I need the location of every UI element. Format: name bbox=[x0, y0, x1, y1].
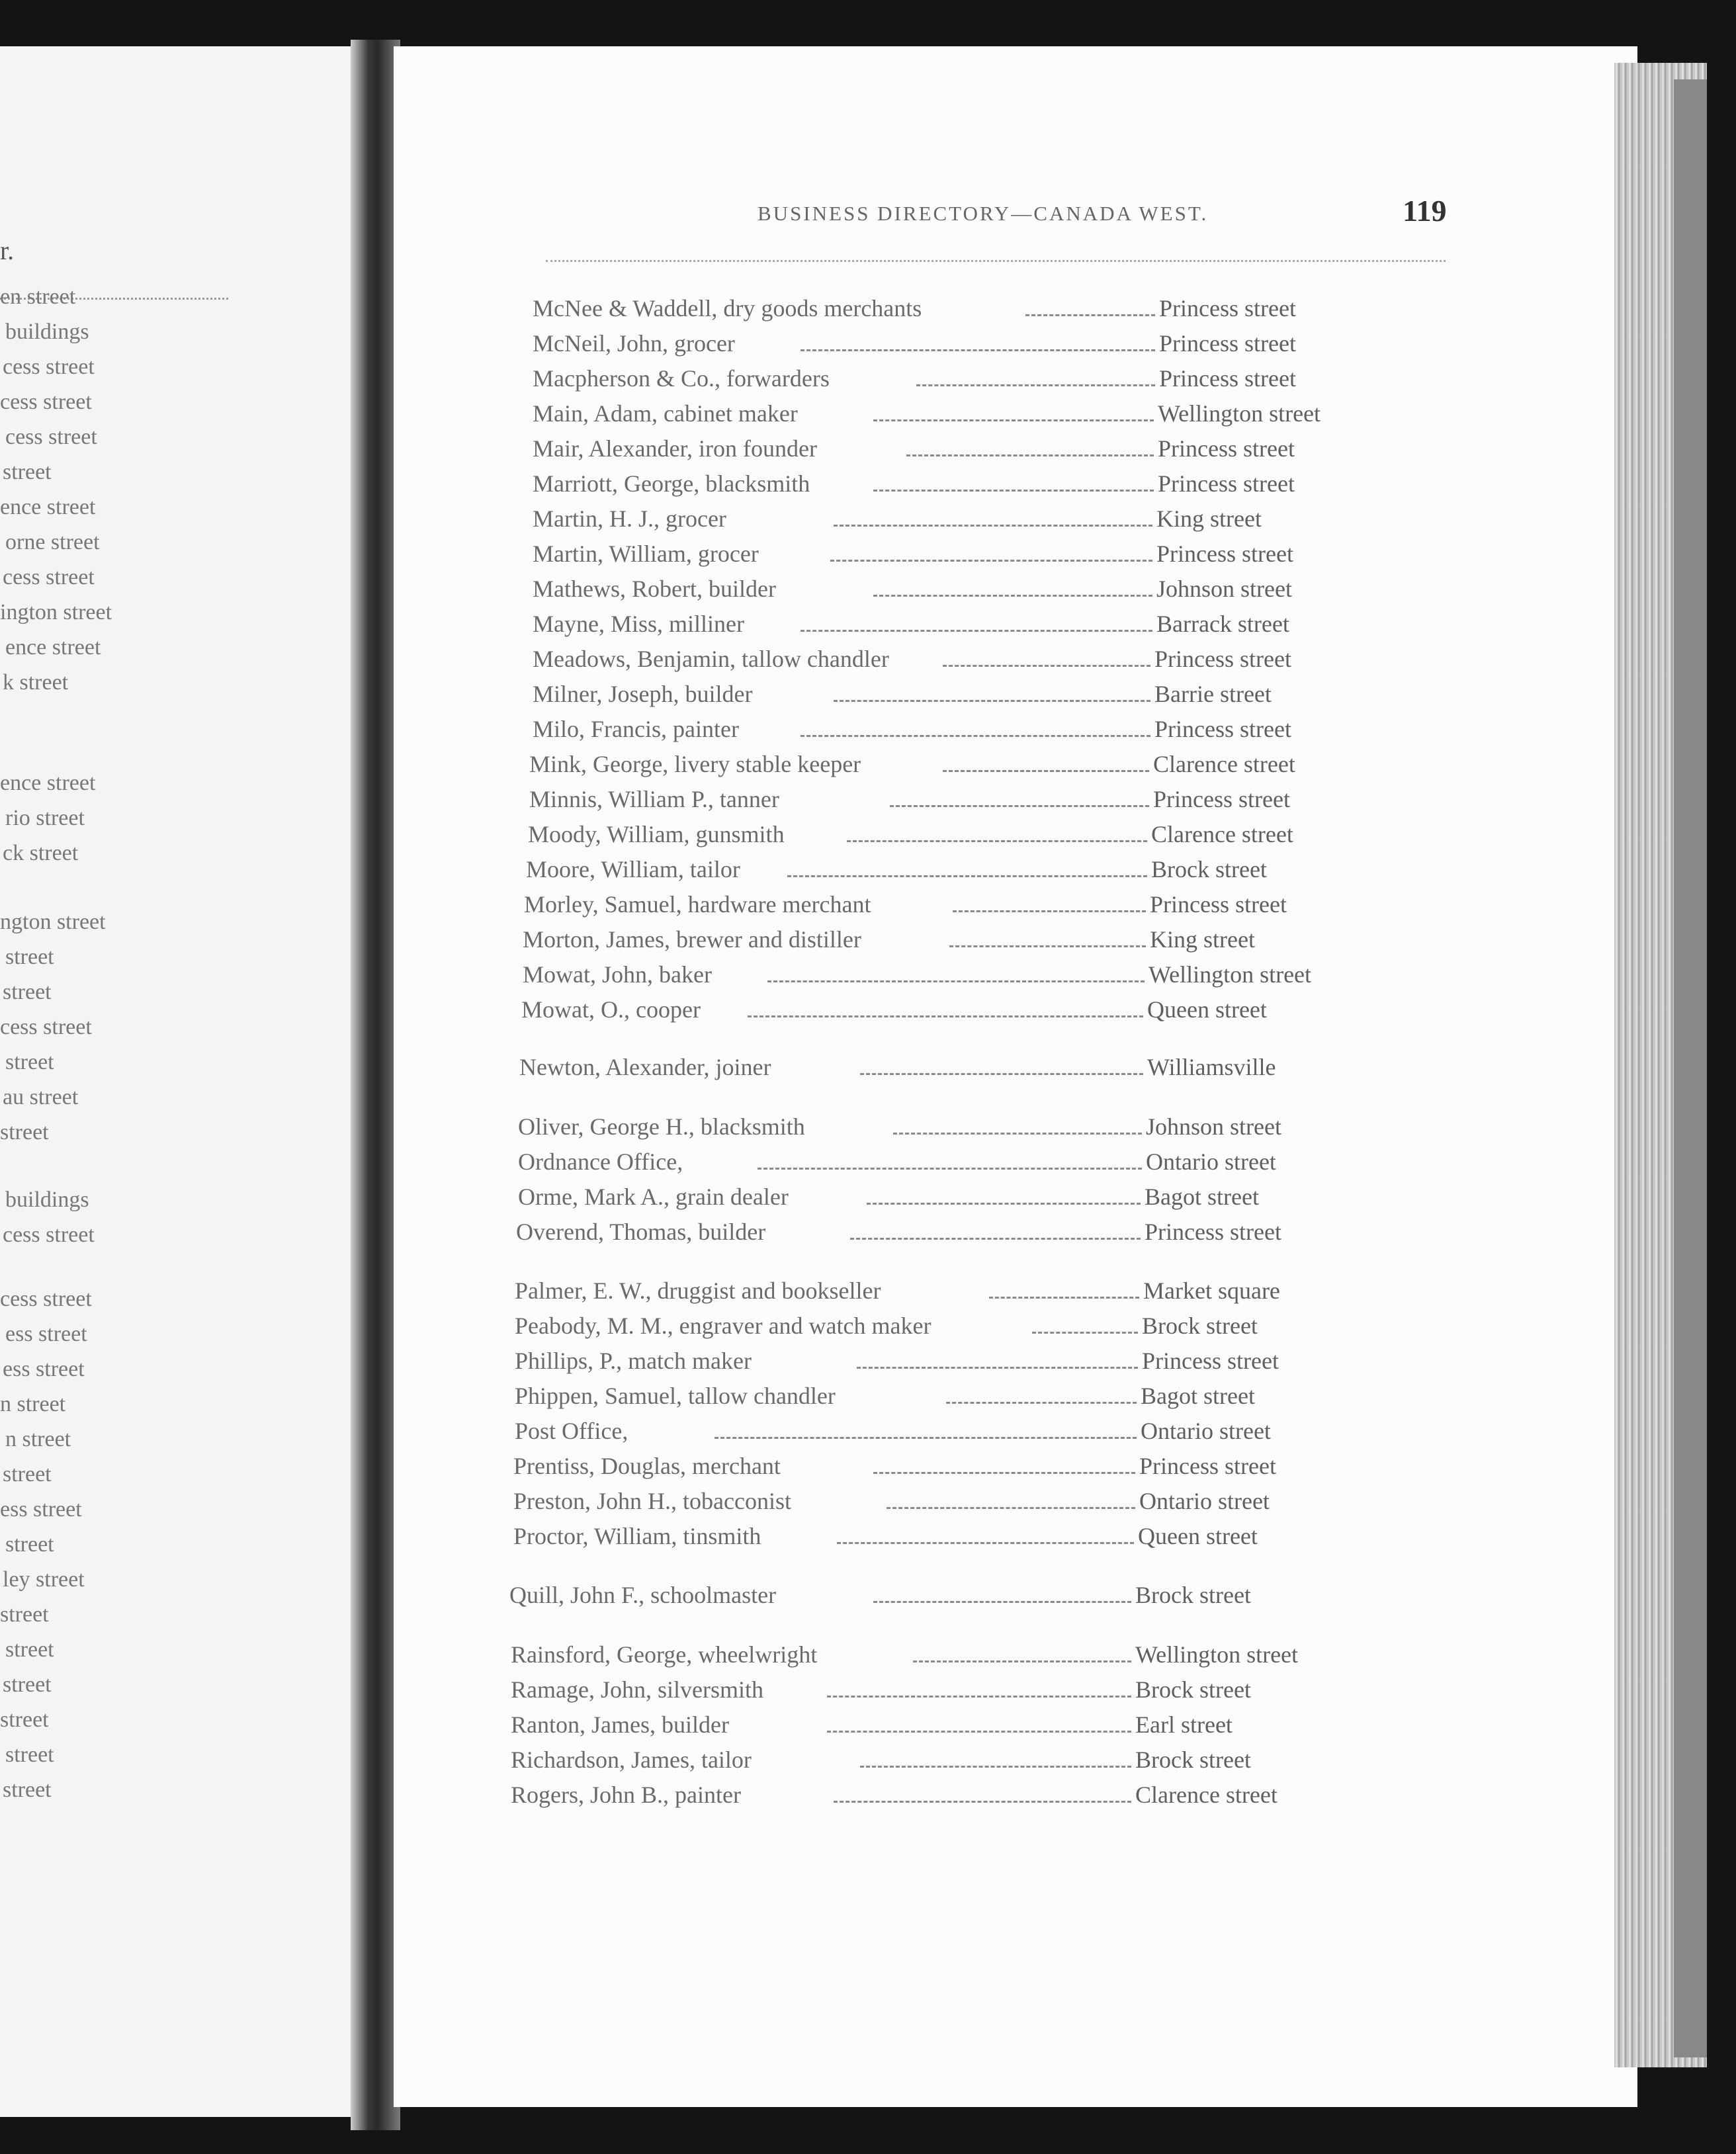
entry-address: Princess street bbox=[1154, 716, 1291, 742]
left-page-fragment: street bbox=[5, 1532, 54, 1557]
book-gutter bbox=[351, 40, 400, 2130]
entry-name: Phippen, Samuel, tallow chandler bbox=[515, 1383, 836, 1409]
left-page-fragment: cess street bbox=[3, 355, 95, 379]
dot-leader bbox=[834, 700, 1150, 702]
dot-leader bbox=[860, 1073, 1143, 1075]
entry-address: Barrie street bbox=[1154, 681, 1272, 707]
directory-entry bbox=[515, 1417, 1379, 1447]
entry-address: Ontario street bbox=[1146, 1148, 1276, 1175]
entry-address: Clarence street bbox=[1135, 1782, 1278, 1808]
dot-leader bbox=[748, 1015, 1143, 1017]
dot-leader bbox=[873, 595, 1152, 597]
entry-name: Proctor, William, tinsmith bbox=[513, 1523, 761, 1549]
left-page-fragment: street bbox=[3, 980, 52, 1004]
directory-entry bbox=[533, 365, 1397, 395]
entry-name: Ranton, James, builder bbox=[511, 1711, 729, 1738]
entry-address: Princess street bbox=[1159, 295, 1296, 322]
dot-leader bbox=[873, 1472, 1135, 1474]
dot-leader bbox=[801, 735, 1150, 737]
left-page-fragment: street bbox=[5, 1743, 54, 1767]
left-page-fragment: ley street bbox=[3, 1567, 85, 1592]
dot-leader bbox=[949, 945, 1146, 947]
left-page-fragment: cess street bbox=[0, 1287, 92, 1311]
directory-entry bbox=[518, 1148, 1384, 1178]
entry-address: Princess street bbox=[1154, 646, 1291, 672]
left-page-fragment: orne street bbox=[5, 530, 100, 554]
dot-leader bbox=[827, 1731, 1131, 1733]
directory-entry bbox=[533, 715, 1393, 746]
entry-name: Milner, Joseph, builder bbox=[533, 681, 753, 707]
directory-entry bbox=[533, 680, 1393, 711]
directory-entry bbox=[533, 400, 1396, 430]
directory-entry bbox=[529, 750, 1391, 781]
entry-name: Morton, James, brewer and distiller bbox=[523, 926, 861, 953]
left-page-fragment: ington street bbox=[0, 600, 112, 625]
entry-name: Mink, George, livery stable keeper bbox=[529, 751, 861, 777]
directory-entry bbox=[533, 435, 1396, 465]
directory-entry bbox=[511, 1781, 1373, 1811]
left-page-fragment: ence street bbox=[5, 635, 101, 660]
left-page-fragment: street bbox=[0, 1602, 49, 1627]
directory-entry bbox=[519, 1053, 1385, 1084]
directory-entry bbox=[513, 1522, 1376, 1553]
dot-leader bbox=[887, 1507, 1135, 1509]
entry-name: Palmer, E. W., druggist and bookseller bbox=[515, 1277, 881, 1304]
entry-address: Wellington street bbox=[1158, 400, 1321, 427]
entry-name: Moore, William, tailor bbox=[526, 856, 740, 883]
entry-name: Phillips, P., match maker bbox=[515, 1348, 752, 1374]
dot-leader bbox=[873, 1601, 1131, 1603]
dot-leader bbox=[715, 1437, 1137, 1439]
entry-address: Bagot street bbox=[1145, 1184, 1259, 1210]
entry-address: Clarence street bbox=[1151, 821, 1293, 847]
entry-address: Ontario street bbox=[1139, 1488, 1270, 1514]
left-facing-page bbox=[0, 46, 370, 2117]
dot-leader bbox=[830, 560, 1152, 562]
dot-leader bbox=[913, 1660, 1131, 1662]
dot-leader bbox=[873, 419, 1154, 421]
directory-entry bbox=[533, 294, 1397, 325]
dot-leader bbox=[946, 1402, 1137, 1404]
dot-leader bbox=[906, 454, 1154, 456]
dot-leader bbox=[989, 1297, 1139, 1299]
directory-entry bbox=[511, 1641, 1373, 1671]
directory-entry bbox=[509, 1581, 1373, 1612]
directory-entry bbox=[515, 1277, 1381, 1307]
dot-leader bbox=[893, 1133, 1142, 1135]
entry-address: Brock street bbox=[1151, 856, 1267, 883]
dot-leader bbox=[847, 840, 1147, 842]
directory-entry bbox=[515, 1347, 1380, 1377]
left-page-fragment: cess street bbox=[0, 390, 92, 414]
directory-entry bbox=[513, 1487, 1377, 1518]
directory-entry bbox=[533, 329, 1397, 360]
left-page-fragment: buildings bbox=[5, 1187, 89, 1212]
entry-name: Prentiss, Douglas, merchant bbox=[513, 1453, 781, 1479]
left-page-fragment: street bbox=[3, 460, 52, 484]
dot-leader bbox=[827, 1696, 1131, 1698]
left-page-fragment: cess street bbox=[3, 565, 95, 589]
dot-leader bbox=[867, 1203, 1141, 1205]
left-page-fragment: street bbox=[0, 1707, 49, 1732]
directory-entry bbox=[513, 1452, 1377, 1483]
directory-entry bbox=[528, 820, 1389, 851]
left-page-fragment: ess street bbox=[3, 1357, 85, 1381]
entry-address: Wellington street bbox=[1149, 961, 1312, 988]
left-page-fragment: ck street bbox=[3, 841, 79, 865]
directory-entry bbox=[518, 1183, 1383, 1213]
dot-leader bbox=[916, 384, 1155, 386]
page-number: 119 bbox=[1403, 194, 1447, 228]
header-rule bbox=[546, 260, 1446, 262]
directory-entry bbox=[511, 1746, 1373, 1776]
dot-leader bbox=[801, 630, 1152, 632]
entry-address: Princess street bbox=[1158, 435, 1295, 462]
entry-address: Princess street bbox=[1158, 470, 1295, 497]
left-page-fragment: street bbox=[0, 1120, 49, 1144]
directory-entry bbox=[516, 1218, 1383, 1248]
dot-leader bbox=[758, 1168, 1142, 1170]
entry-name: Orme, Mark A., grain dealer bbox=[518, 1184, 789, 1210]
entry-address: Princess street bbox=[1156, 540, 1293, 567]
entry-name: Martin, H. J., grocer bbox=[533, 505, 726, 532]
left-page-fragment: ngton street bbox=[0, 910, 106, 934]
dot-leader bbox=[953, 910, 1146, 912]
dot-leader bbox=[767, 980, 1145, 982]
dot-leader bbox=[1025, 314, 1155, 316]
entry-name: Macpherson & Co., forwarders bbox=[533, 365, 830, 392]
left-page-fragment: street bbox=[3, 1672, 52, 1697]
entry-address: Queen street bbox=[1138, 1523, 1258, 1549]
entry-address: Brock street bbox=[1142, 1313, 1258, 1339]
dot-leader bbox=[850, 1238, 1141, 1240]
entry-name: McNee & Waddell, dry goods merchants bbox=[533, 295, 922, 322]
entry-name: Marriott, George, blacksmith bbox=[533, 470, 810, 497]
entry-address: King street bbox=[1150, 926, 1255, 953]
entry-address: Princess street bbox=[1142, 1348, 1279, 1374]
left-page-fragment: n street bbox=[5, 1427, 71, 1451]
directory-entry bbox=[524, 890, 1388, 921]
dot-leader bbox=[801, 349, 1155, 351]
left-page-fragment: street bbox=[5, 945, 54, 969]
directory-entry bbox=[511, 1711, 1373, 1741]
directory-entry bbox=[518, 1113, 1384, 1143]
entry-name: Main, Adam, cabinet maker bbox=[533, 400, 798, 427]
entry-name: Morley, Samuel, hardware merchant bbox=[524, 891, 871, 918]
left-page-fragment: n street bbox=[0, 1392, 66, 1416]
directory-entry bbox=[533, 575, 1395, 605]
directory-entry bbox=[533, 610, 1395, 640]
entry-name: Ramage, John, silversmith bbox=[511, 1676, 763, 1703]
left-page-fragment: ess street bbox=[5, 1322, 87, 1346]
running-header: BUSINESS DIRECTORY—CANADA WEST. bbox=[758, 202, 1209, 225]
dot-leader bbox=[873, 490, 1154, 492]
dot-leader bbox=[943, 665, 1150, 667]
entry-address: Williamsville bbox=[1147, 1054, 1276, 1080]
entry-name: Mowat, John, baker bbox=[523, 961, 712, 988]
entry-name: Mathews, Robert, builder bbox=[533, 576, 776, 602]
entry-address: Princess street bbox=[1153, 786, 1290, 812]
directory-entry bbox=[526, 855, 1389, 886]
dot-leader bbox=[890, 805, 1149, 807]
entry-address: Wellington street bbox=[1135, 1641, 1299, 1668]
entry-address: Market square bbox=[1143, 1277, 1280, 1304]
dot-leader bbox=[834, 1801, 1131, 1803]
entry-name: McNeil, John, grocer bbox=[533, 330, 735, 357]
entry-name: Peabody, M. M., engraver and watch maker bbox=[515, 1313, 932, 1339]
entry-address: Johnson street bbox=[1156, 576, 1292, 602]
dot-leader bbox=[837, 1542, 1134, 1544]
dot-leader bbox=[834, 525, 1152, 527]
left-page-fragment: street bbox=[5, 1050, 54, 1074]
left-page-fragment: cess street bbox=[5, 425, 97, 449]
directory-entry bbox=[533, 645, 1393, 675]
left-page-fragment: ence street bbox=[0, 495, 96, 519]
left-page-fragment: rio street bbox=[5, 806, 85, 830]
directory-entry bbox=[515, 1312, 1380, 1342]
entry-name: Meadows, Benjamin, tallow chandler bbox=[533, 646, 889, 672]
left-page-fragment: street bbox=[3, 1462, 52, 1486]
entry-name: Mair, Alexander, iron founder bbox=[533, 435, 817, 462]
dot-leader bbox=[860, 1766, 1131, 1768]
entry-name: Mowat, O., cooper bbox=[521, 996, 701, 1023]
entry-address: Barrack street bbox=[1156, 611, 1289, 637]
directory-entry bbox=[515, 1382, 1379, 1412]
entry-address: Brock street bbox=[1135, 1676, 1251, 1703]
dot-leader bbox=[943, 770, 1149, 772]
directory-entry bbox=[523, 926, 1388, 956]
entry-name: Rogers, John B., painter bbox=[511, 1782, 741, 1808]
left-page-fragment: k street bbox=[3, 670, 69, 695]
entry-name: Preston, John H., tobacconist bbox=[513, 1488, 791, 1514]
entry-name: Richardson, James, tailor bbox=[511, 1746, 752, 1773]
left-page-fragment: ence street bbox=[0, 771, 96, 795]
left-page-header-fragment: r. bbox=[0, 236, 15, 265]
left-page-fragment: cess street bbox=[0, 1015, 92, 1039]
directory-entry bbox=[533, 470, 1396, 500]
directory-entry bbox=[511, 1676, 1373, 1706]
left-page-fragment: cess street bbox=[3, 1223, 95, 1247]
entry-name: Milo, Francis, painter bbox=[533, 716, 739, 742]
entry-name: Martin, William, grocer bbox=[533, 540, 759, 567]
entry-address: Princess street bbox=[1159, 365, 1296, 392]
entry-address: Ontario street bbox=[1141, 1418, 1271, 1444]
entry-name: Overend, Thomas, builder bbox=[516, 1219, 766, 1245]
entry-name: Quill, John F., schoolmaster bbox=[509, 1582, 777, 1608]
entry-address: Princess street bbox=[1150, 891, 1287, 918]
page-edge-shadow bbox=[1674, 79, 1707, 2057]
entry-address: King street bbox=[1156, 505, 1262, 532]
left-page-fragment: street bbox=[5, 1637, 54, 1662]
left-page-fragment: en street bbox=[0, 284, 76, 309]
directory-entry bbox=[523, 961, 1387, 991]
directory-entry bbox=[533, 505, 1395, 535]
directory-entry bbox=[533, 540, 1395, 570]
entry-name: Oliver, George H., blacksmith bbox=[518, 1113, 805, 1140]
entry-address: Queen street bbox=[1147, 996, 1267, 1023]
entry-address: Clarence street bbox=[1153, 751, 1295, 777]
left-page-fragment: ess street bbox=[0, 1497, 82, 1522]
directory-entry bbox=[529, 785, 1391, 816]
entry-address: Brock street bbox=[1135, 1746, 1251, 1773]
entry-name: Post Office, bbox=[515, 1418, 629, 1444]
entry-address: Brock street bbox=[1135, 1582, 1251, 1608]
dot-leader bbox=[1032, 1332, 1138, 1334]
entry-address: Princess street bbox=[1145, 1219, 1281, 1245]
entry-address: Johnson street bbox=[1146, 1113, 1281, 1140]
entry-name: Newton, Alexander, joiner bbox=[519, 1054, 771, 1080]
entry-address: Princess street bbox=[1139, 1453, 1276, 1479]
dot-leader bbox=[857, 1367, 1138, 1369]
entry-name: Mayne, Miss, milliner bbox=[533, 611, 744, 637]
entry-name: Minnis, William P., tanner bbox=[529, 786, 779, 812]
entry-name: Moody, William, gunsmith bbox=[528, 821, 785, 847]
dot-leader bbox=[787, 875, 1147, 877]
entry-address: Princess street bbox=[1159, 330, 1296, 357]
entry-name: Ordnance Office, bbox=[518, 1148, 683, 1175]
left-page-fragment: au street bbox=[3, 1085, 79, 1109]
directory-entry bbox=[521, 996, 1385, 1026]
entry-address: Bagot street bbox=[1141, 1383, 1255, 1409]
entry-address: Earl street bbox=[1135, 1711, 1233, 1738]
entry-name: Rainsford, George, wheelwright bbox=[511, 1641, 818, 1668]
left-page-fragment: buildings bbox=[5, 320, 89, 344]
left-page-fragment: street bbox=[3, 1778, 52, 1802]
